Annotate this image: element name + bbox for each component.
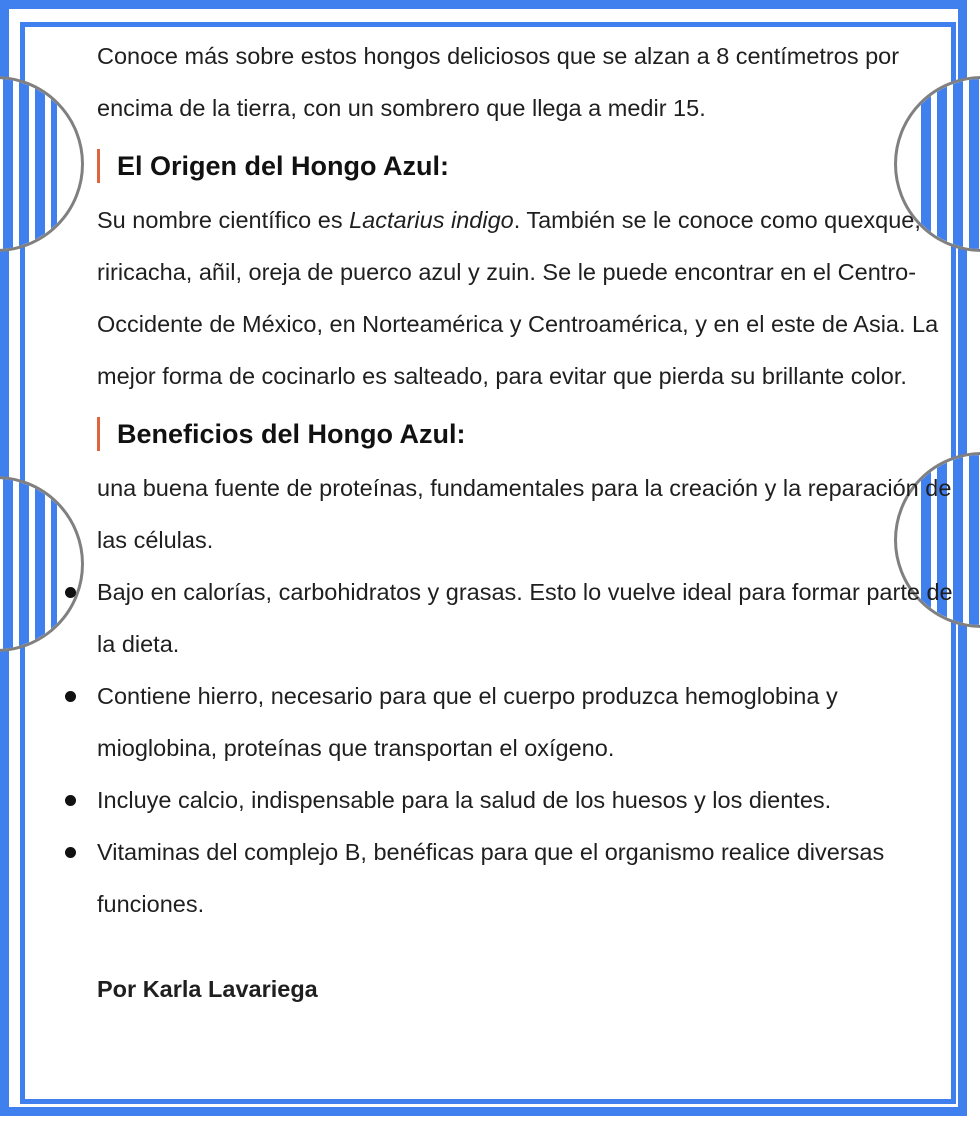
benefits-heading: Beneficios del Hongo Azul: (97, 414, 957, 454)
benefits-list (97, 566, 957, 930)
list-item (97, 826, 957, 930)
origin-paragraph (97, 194, 957, 402)
bullet-icon (65, 587, 76, 598)
bullet-icon (65, 847, 76, 858)
scientific-name: Lactarius indigo (349, 207, 514, 233)
origin-text-before: Su nombre científico es (97, 207, 350, 233)
intro-paragraph: Conoce más sobre estos hongos deliciosos que se alzan a 8 centímetros por encima de la tierra, con un sombrero que llega a medir 15. (97, 43, 900, 121)
article-body (97, 30, 957, 1004)
list-item (97, 774, 957, 826)
list-item (97, 566, 957, 670)
bullet-icon (65, 691, 76, 702)
author-byline: Por Karla Lavariega (97, 976, 318, 1002)
origin-heading: El Origen del Hongo Azul: (97, 146, 957, 186)
benefits-lead: una buena fuente de proteínas, fundamentales para la creación y la reparación de las células. (97, 475, 952, 553)
list-item-text: Incluye calcio, indispensable para la salud de los huesos y los dientes. (97, 787, 832, 813)
bullet-icon (65, 795, 76, 806)
list-item-text: Vitaminas del complejo B, benéficas para que el organismo realice diversas funciones. (97, 839, 885, 917)
list-item-text: Contiene hierro, necesario para que el cuerpo produzca hemoglobina y mioglobina, proteínas que transportan el oxígeno. (97, 683, 838, 761)
list-item (97, 670, 957, 774)
list-item-text: Bajo en calorías, carbohidratos y grasas. Esto lo vuelve ideal para formar parte de la dieta. (97, 579, 953, 657)
origin-text-after: . También se le conoce como quexque, riricacha, añil, oreja de puerco azul y zuin. Se le puede encontrar en el Centro-Occidente de México, en Norteamérica y Centroamérica, y en el este de Asia. La mejor forma de cocinarlo es salteado, para evitar que pierda su brillante color. (97, 207, 939, 389)
